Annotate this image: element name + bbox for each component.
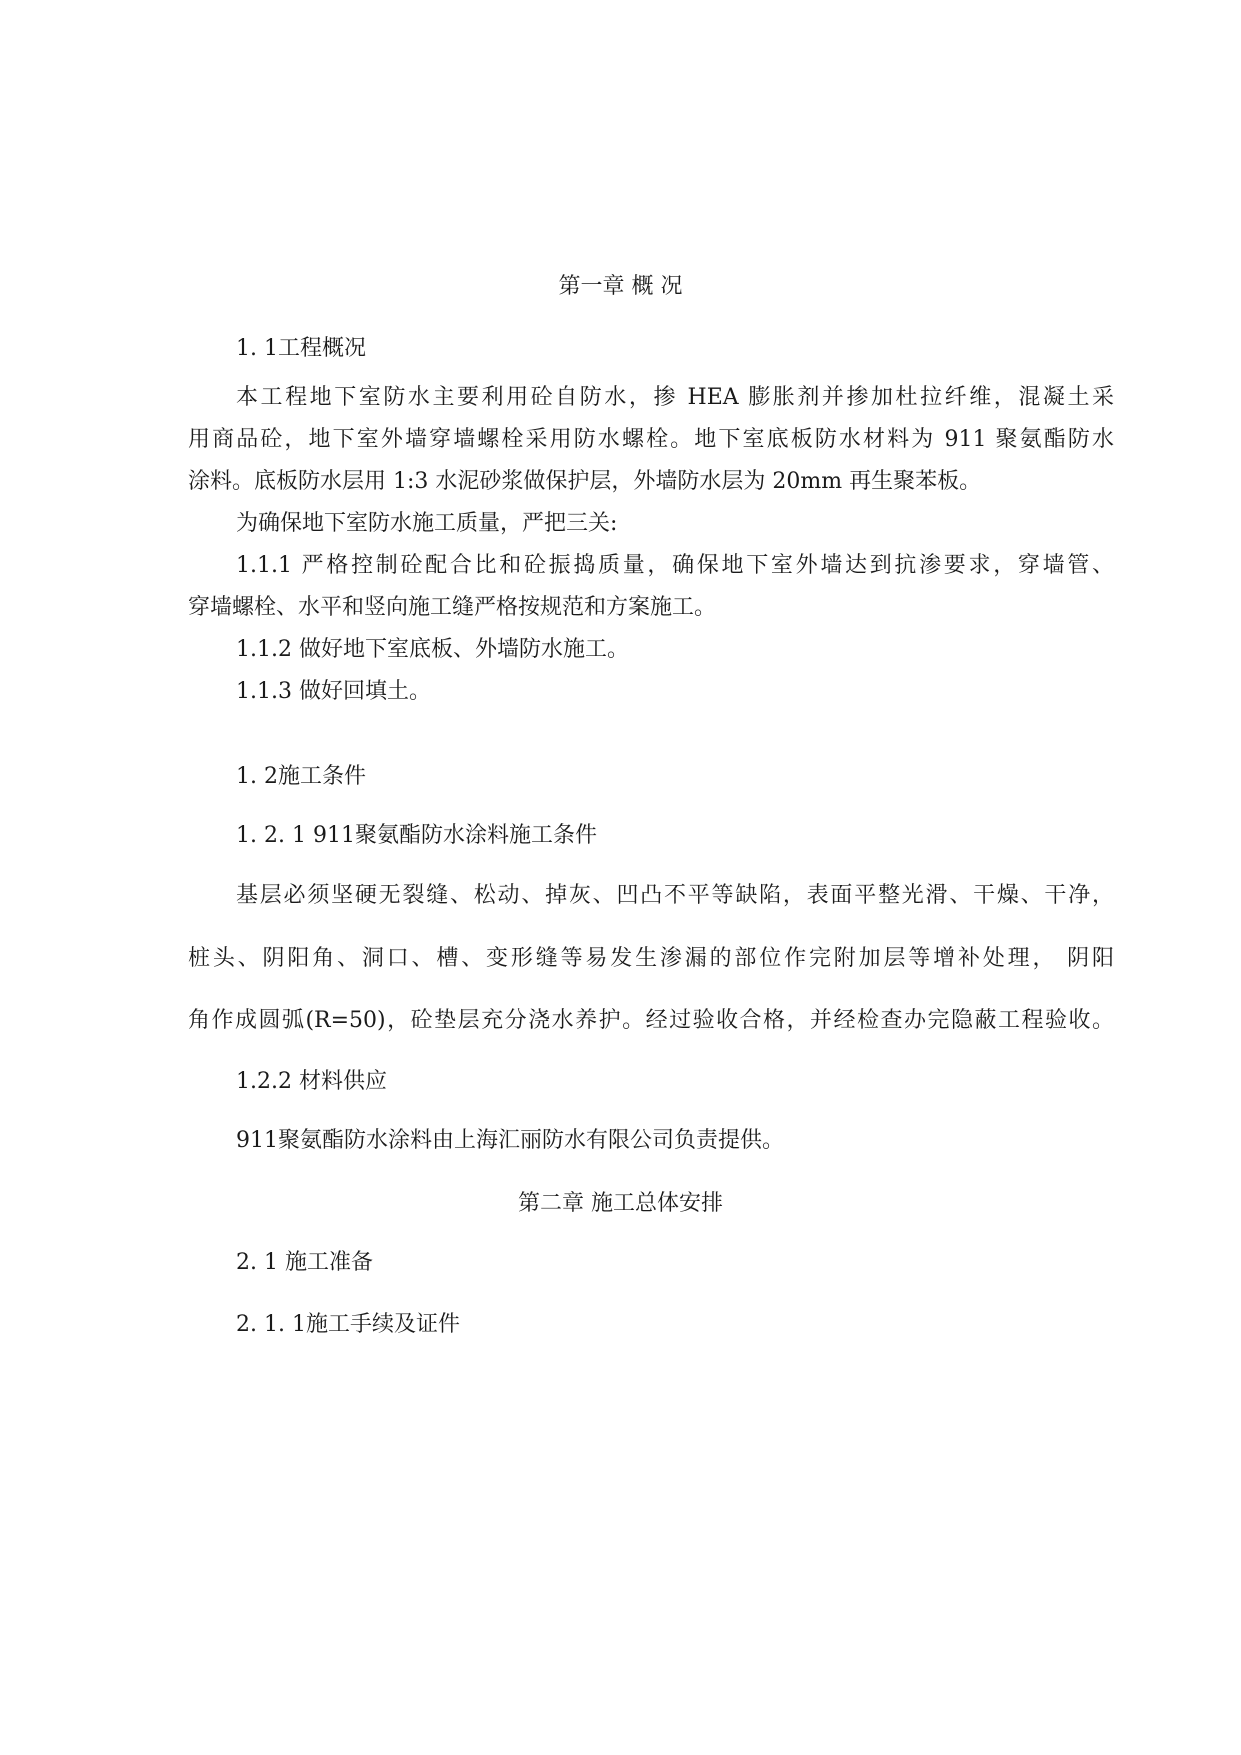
section-1-2-heading: 1. 2施工条件 xyxy=(236,764,366,789)
section-1-1-para-line: 涂料。底板防水层用 1:3 水泥砂浆做保护层，外墙防水层为 20mm 再生聚苯板。 xyxy=(188,469,982,494)
section-1-1-1-line: 1.1.1 严格控制砼配合比和砼振捣质量，确保地下室外墙达到抗渗要求，穿墙管、 xyxy=(236,553,1114,578)
chapter-2-title: 第二章 施工总体安排 xyxy=(518,1191,723,1216)
chapter-1-title: 第一章 概 况 xyxy=(558,274,683,299)
section-1-1-intro: 为确保地下室防水施工质量，严把三关: xyxy=(236,511,618,536)
section-1-2-2-heading: 1.2.2 材料供应 xyxy=(236,1069,387,1094)
section-1-1-para-line: 本工程地下室防水主要利用砼自防水，掺 HEA 膨胀剂并掺加杜拉纤维，混凝土采 xyxy=(236,385,1114,410)
section-2-1-heading: 2. 1 施工准备 xyxy=(236,1250,373,1275)
section-1-1-1-line: 穿墙螺栓、水平和竖向施工缝严格按规范和方案施工。 xyxy=(188,595,717,620)
section-1-2-2-para: 911聚氨酯防水涂料由上海汇丽防水有限公司负责提供。 xyxy=(236,1128,784,1153)
section-1-1-para-line: 用商品砼，地下室外墙穿墙螺栓采用防水螺栓。地下室底板防水材料为 911 聚氨酯防水 xyxy=(188,427,1114,452)
section-1-1-2: 1.1.2 做好地下室底板、外墙防水施工。 xyxy=(236,637,629,662)
section-2-1-1-heading: 2. 1. 1施工手续及证件 xyxy=(236,1312,460,1337)
section-1-2-1-para-line: 基层必须坚硬无裂缝、松动、掉灰、凹凸不平等缺陷，表面平整光滑、干燥、干净， xyxy=(236,883,1114,908)
section-1-1-3: 1.1.3 做好回填土。 xyxy=(236,679,431,704)
section-1-2-1-heading: 1. 2. 1 911聚氨酯防水涂料施工条件 xyxy=(236,823,597,848)
section-1-2-1-para-line: 角作成圆弧(R=50)，砼垫层充分浇水养护。经过验收合格，并经检查办完隐蔽工程验收。 xyxy=(188,1008,1114,1033)
section-1-2-1-para-line: 桩头、阴阳角、洞口、槽、变形缝等易发生渗漏的部位作完附加层等增补处理， 阴阳 xyxy=(188,946,1114,971)
section-1-1-heading: 1. 1工程概况 xyxy=(236,336,366,361)
